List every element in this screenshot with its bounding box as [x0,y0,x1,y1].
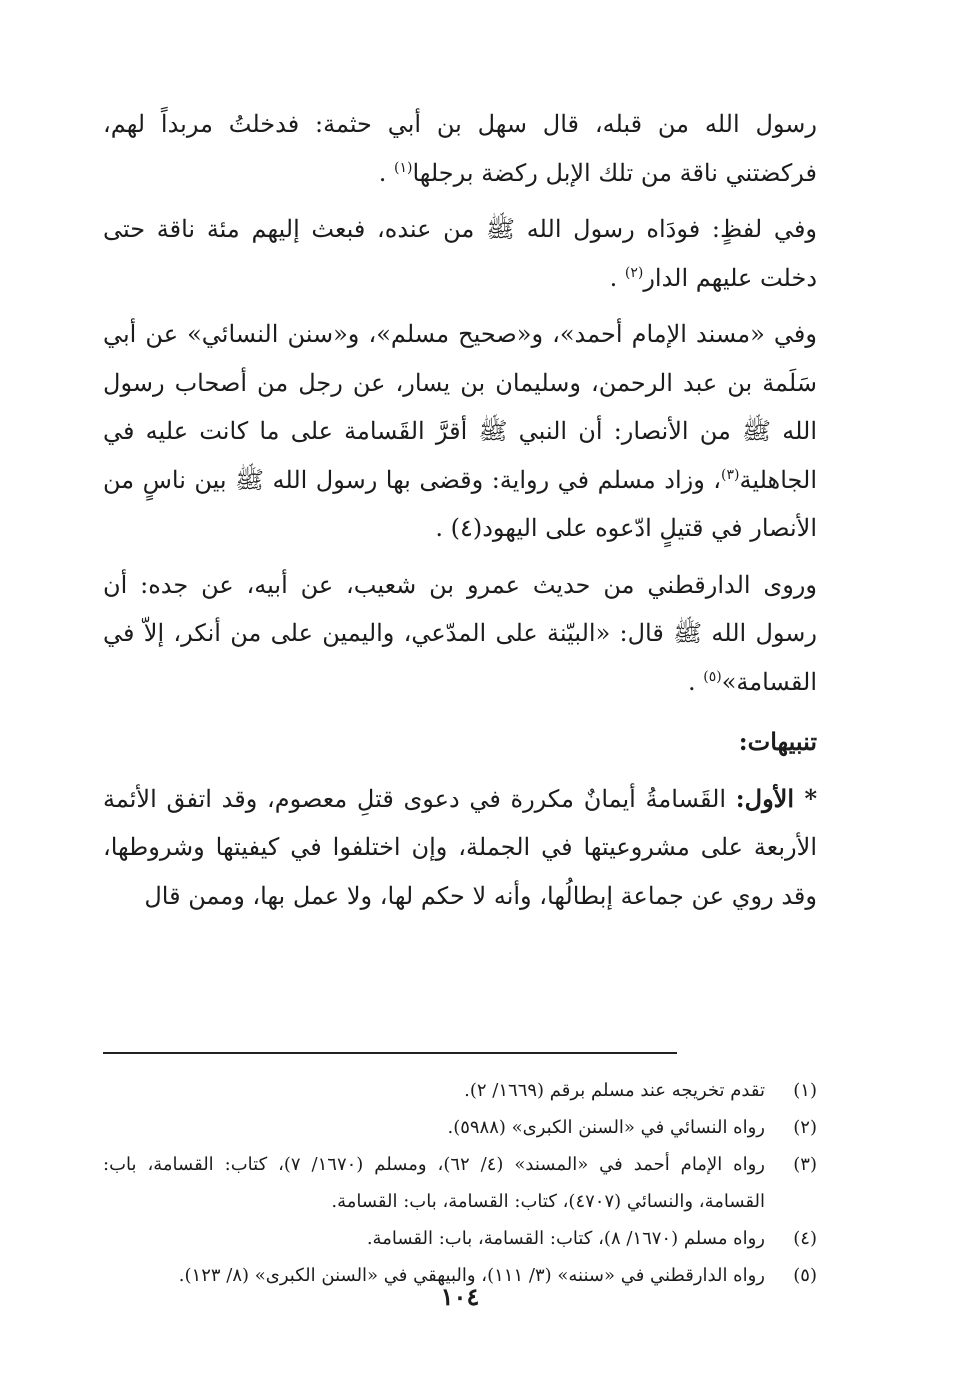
main-text [103,100,817,920]
paragraph-text: وفي لفظٍ: فودَاه رسول الله ﷺ من عنده، فبعث إليهم مئة ناقة حتى دخلت عليهم الدار [103,215,817,292]
footnote-ref: (١) [394,159,413,176]
footnote-number: (٥) [793,1265,817,1286]
footnote [103,1146,817,1220]
footnote-number: (٣) [793,1154,817,1175]
footnote-text: تقدم تخريجه عند مسلم برقم (١٦٦٩/ ٢). [464,1080,765,1101]
paragraph [103,205,817,302]
footnote-text: رواه الإمام أحمد في «المسند» (٤/ ٦٢)، ومسلم (١٦٧٠/ ٧)، كتاب: القسامة، باب: القسامة، والنسائي (٤٧٠٧)، كتاب: القسامة، باب: القسامة. [103,1154,765,1212]
footnote-ref: (٢) [624,264,644,281]
footnote-text: رواه مسلم (١٦٧٠/ ٨)، كتاب: القسامة، باب: القسامة. [366,1228,765,1249]
footnotes [103,1072,817,1294]
footnote-ref: (٣) [721,466,740,483]
paragraph-text: رسول الله من قبله، قال سهل بن أبي حثمة: فدخلتُ مربداً لهم، فركضتني ناقة من تلك الإبل ركضة برجلها [103,110,817,187]
footnote-text: رواه النسائي في «السنن الكبرى» (٥٩٨٨). [447,1117,765,1138]
paragraph [103,100,817,197]
paragraph [103,561,817,707]
footnote [103,1109,817,1146]
paragraph-tail: . [688,667,696,696]
note-paragraph [103,775,817,921]
paragraph-tail: . [378,158,387,187]
note-text: القَسامةُ أيمانٌ مكررة في دعوى قتلِ معصوم، وقد اتفق الأئمة الأربعة على مشروعيتها في الجملة، وإن اختلفوا في كيفيتها وشروطها، وقد روي عن جماعة إبطالُها، وأنه لا حكم لها، ولا عمل بها، وممن قال [103,784,817,910]
document-page [103,100,817,1311]
footnote-text: رواه الدارقطني في «سننه» (٣/ ١١١)، والبيهقي في «السنن الكبرى» (٨/ ١٢٣). [178,1265,765,1286]
page-number: ١٠٤ [440,1282,480,1311]
footnote [103,1072,817,1109]
footnote [103,1220,817,1257]
paragraph-tail: ، وزاد مسلم في رواية: وقضى بها رسول الله ﷺ بين ناسٍ من الأنصار في قتيلٍ ادّعوه على اليهود(٤) . [103,465,817,542]
footnote-ref: (٥) [703,668,722,685]
paragraph-text: وفي «مسند الإمام أحمد»، و«صحيح مسلم»، و«سنن النسائي» عن أبي سَلَمة بن عبد الرحمن، وسليمان بن يسار، عن رجل من أصحاب رسول الله ﷺ من الأنصار: أن النبي ﷺ أقرَّ القَسامة على ما كانت عليه في الجاهلية [103,320,817,494]
footnote-number: (٤) [793,1228,817,1249]
footnote-number: (١) [793,1080,817,1101]
paragraph [103,310,817,553]
note-lead: * الأول: [735,783,817,813]
section-heading: تنبيهات: [738,727,817,756]
paragraph-text: وروى الدارقطني من حديث عمرو بن شعيب، عن أبيه، عن جده: أن رسول الله ﷺ قال: «البيّنة على المدّعي، واليمين على من أنكر، إلاّ في القسامة» [103,570,817,696]
paragraph-tail: . [609,263,618,292]
footnote-number: (٢) [793,1117,817,1138]
footnote-separator [103,1052,677,1054]
